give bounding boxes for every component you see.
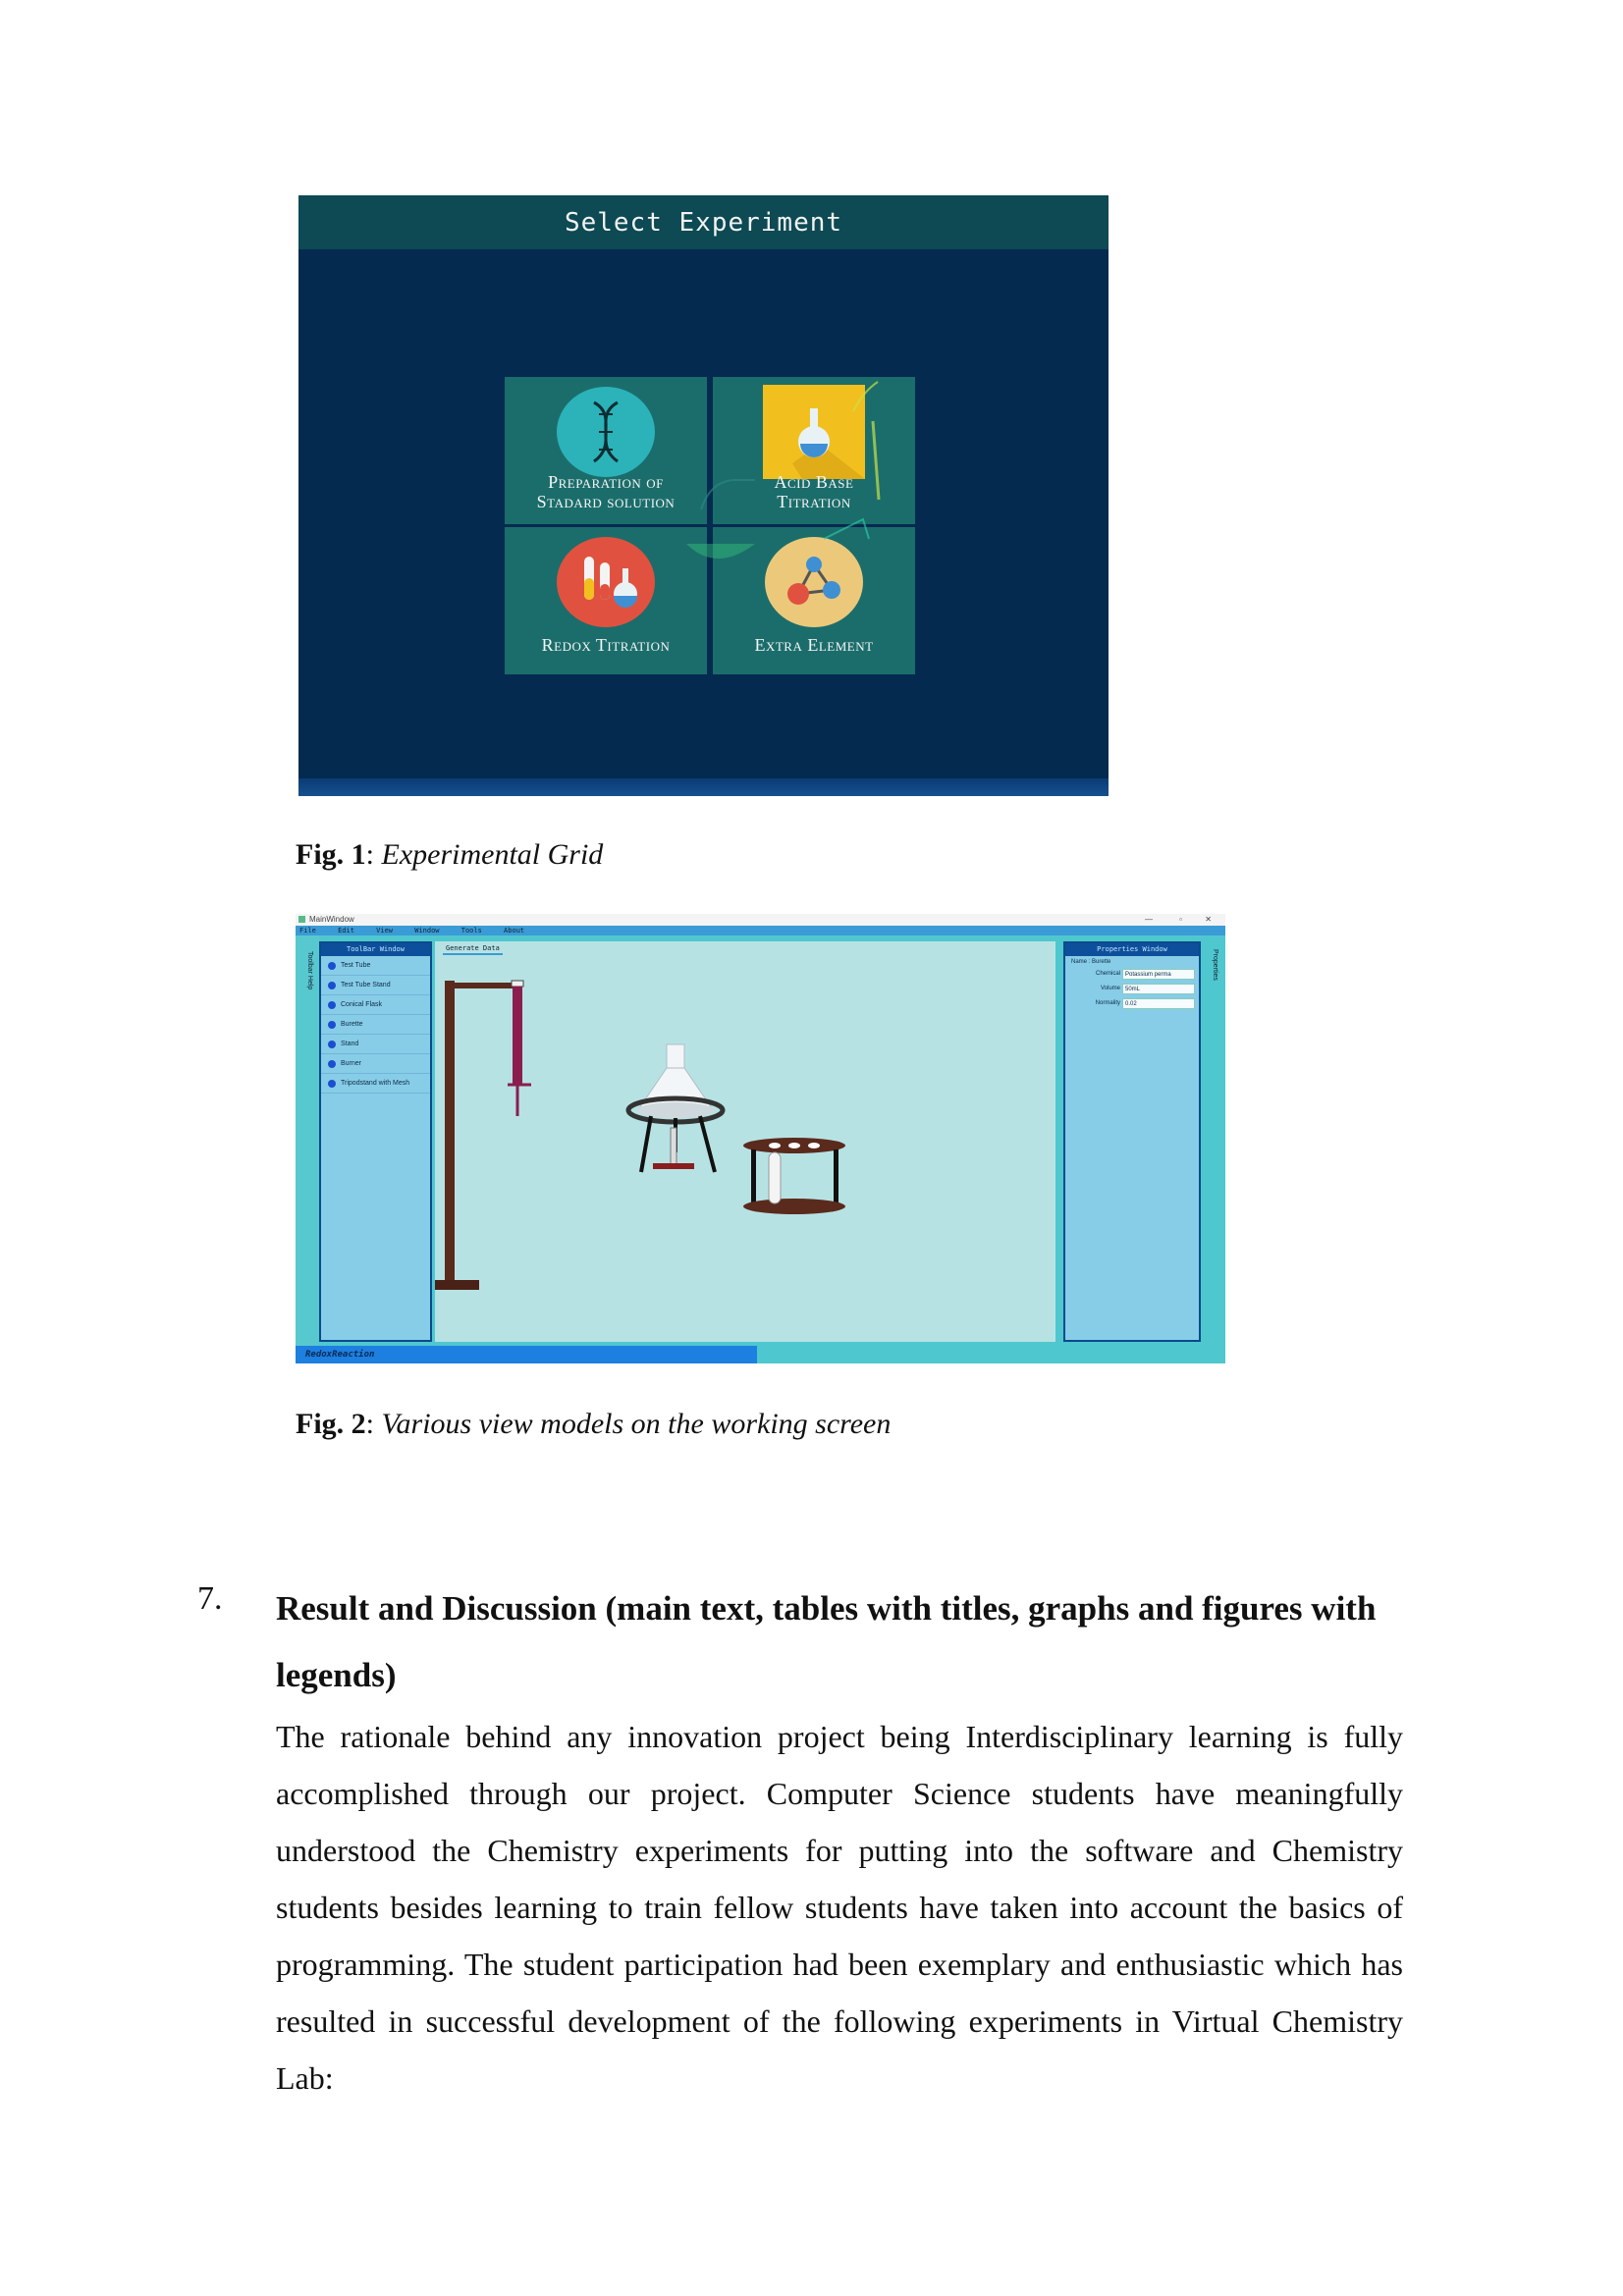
tool-item-label: Stand <box>341 1041 359 1047</box>
property-select-normality[interactable]: 0.02 <box>1122 998 1195 1009</box>
property-row-normality <box>1065 996 1199 1011</box>
caption-label: Fig. 1 <box>296 838 366 871</box>
status-bar <box>296 1346 1225 1363</box>
left-dock-strip <box>296 935 319 1346</box>
tile-label-line1: Preparation of <box>548 472 664 492</box>
property-key: Volume <box>1100 986 1120 991</box>
section-number: 7. <box>197 1580 223 1617</box>
tool-item-test-tube-stand[interactable] <box>321 976 430 995</box>
properties-tab[interactable]: Properties <box>1212 949 1218 981</box>
tool-item-label: Burette <box>341 1021 363 1028</box>
toolbar-window-title: ToolBar Window <box>321 943 430 956</box>
caption-separator: : <box>365 1408 375 1440</box>
menu-file[interactable]: File <box>299 927 316 934</box>
working-screen-screenshot <box>296 914 1225 1363</box>
right-dock-strip <box>1203 935 1225 1346</box>
tile-label-line2: Titration <box>777 492 851 511</box>
lab-canvas[interactable] <box>435 941 1055 1342</box>
menu-edit[interactable]: Edit <box>338 927 354 934</box>
tile-label-line1: Acid Base <box>774 472 854 492</box>
figure-2-caption <box>296 1408 891 1441</box>
bullet-icon <box>328 1060 336 1068</box>
minimize-button[interactable]: — <box>1145 915 1153 924</box>
bullet-icon <box>328 982 336 989</box>
tool-item-conical-flask[interactable] <box>321 995 430 1015</box>
tool-item-label: Conical Flask <box>341 1001 383 1008</box>
caption-text: Experimental Grid <box>381 838 604 871</box>
lab-scene <box>435 941 1055 1342</box>
bullet-icon <box>328 1041 336 1048</box>
tool-item-label: Test Tube Stand <box>341 982 391 988</box>
figure-1-caption <box>296 838 603 872</box>
tile-label-line1: Extra Element <box>754 635 874 655</box>
tile-label-line1: Redox Titration <box>541 635 671 655</box>
tool-item-test-tube[interactable] <box>321 956 430 976</box>
tool-item-tripodstand[interactable] <box>321 1074 430 1094</box>
tool-item-label: Tripodstand with Mesh <box>341 1080 410 1087</box>
tool-item-burner[interactable] <box>321 1054 430 1074</box>
maximize-button[interactable]: ▫ <box>1179 915 1182 924</box>
tile-label-line2: Stadard solution <box>536 492 676 511</box>
bullet-icon <box>328 1080 336 1088</box>
menu-tools[interactable]: Tools <box>460 927 482 934</box>
menu-bar <box>296 926 1225 935</box>
bullet-icon <box>328 1001 336 1009</box>
burette-icon <box>508 981 531 1116</box>
status-text: RedoxReaction <box>296 1346 757 1363</box>
property-key: Normality <box>1095 1000 1120 1006</box>
test-tube-stand-icon <box>743 1138 845 1214</box>
experiment-select-screenshot <box>298 195 1109 796</box>
bottom-strip <box>298 778 1109 796</box>
select-experiment-title: Select Experiment <box>298 195 1109 249</box>
properties-window <box>1063 941 1201 1342</box>
app-icon <box>298 916 305 923</box>
property-select-volume[interactable]: 50mL <box>1122 984 1195 994</box>
property-key: Chemical <box>1095 971 1120 977</box>
bullet-icon <box>328 962 336 970</box>
tool-item-label: Burner <box>341 1060 362 1067</box>
section-paragraph: The rationale behind any innovation project being Interdisciplinary learning is fully accomplished through our project. Computer Science students have meaningfully understood the Chemistry experiments for putting into the software and Chemistry students besides learning to train fellow students have taken into account the basics of programming. The student participation had been exemplary and enthusiastic which has resulted in successful development of the following experiments in Virtual Chemistry Lab: <box>276 1719 1403 2096</box>
tool-item-stand[interactable] <box>321 1035 430 1054</box>
stand-icon <box>435 981 520 1290</box>
tool-item-label: Test Tube <box>341 962 371 969</box>
bullet-icon <box>328 1021 336 1029</box>
property-row-chemical <box>1065 967 1199 982</box>
toolbar-help-tab[interactable]: Toolbar Help <box>306 951 313 990</box>
property-row-volume <box>1065 982 1199 996</box>
property-select-chemical[interactable]: Potassium perma <box>1122 969 1195 980</box>
tab-generate-data[interactable]: Generate Data <box>443 944 503 955</box>
lab-glassware-decoration <box>500 372 922 686</box>
section-title: Result and Discussion (main text, tables with titles, graphs and figures with legends) <box>276 1589 1377 1694</box>
menu-about[interactable]: About <box>504 927 525 934</box>
properties-window-title: Properties Window <box>1065 943 1199 956</box>
caption-separator: : <box>365 838 375 871</box>
toolbar-window <box>319 941 432 1342</box>
menu-view[interactable]: View <box>376 927 394 934</box>
tool-item-burette[interactable] <box>321 1015 430 1035</box>
window-title: MainWindow <box>309 915 354 924</box>
caption-text: Various view models on the working screen <box>381 1408 892 1440</box>
burner-icon <box>653 1128 694 1169</box>
menu-window[interactable]: Window <box>414 927 440 934</box>
close-button[interactable]: ✕ <box>1205 915 1212 924</box>
properties-name: Name : Burette <box>1071 959 1111 965</box>
caption-label: Fig. 2 <box>296 1408 366 1440</box>
window-titlebar <box>296 914 1225 926</box>
